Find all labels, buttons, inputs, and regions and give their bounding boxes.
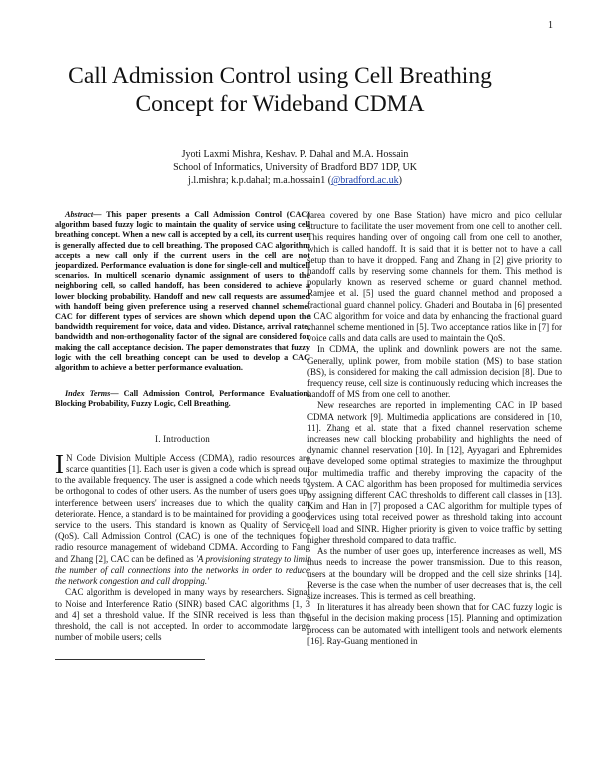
abstract-label: Abstract [65,210,94,219]
right-paragraph-5: In literatures it has already been shown that for CAC fuzzy logic is useful in the decision making process [15]. Planning and optimization process can be automated with intelligent tools and network elements [16]. Ray-Guang mentioned in [307,602,562,646]
email-suffix: ) [398,175,402,186]
intro-p1-quote: 'A provisioning strategy to limit the number of call connections into the networks in order to reduce the network congestion and call dropping.' [55,553,310,587]
intro-paragraph-2: CAC algorithm is developed in many ways by researchers. Signal to Noise and Interference Ratio (SINR) based CAC algorithms [1, 3 and 4] set a threshold value. If the SINR received is less than the threshold, the call is not accepted. In order to accommodate large number of mobile users; cells [55,587,310,643]
paper-title: Call Admission Control using Cell Breathing Concept for Wideband CDMA [68,63,492,117]
right-paragraph-1: (area covered by one Base Station) have micro and pico cellular structure to facilitate the user movement from one cell to another cell. This requires handing over of ongoing call from one cell to another, which is called handoff. It is said that it is better not to have a call setup than to have it dropped. Fang and Zhang in [2] give priority to handoff calls by reserving some channels for them. This method is popularly known as reserved scheme or guard channel method. Ramjee et al. [5] used the guard channel method and proposed a fractional guard channel policy. Ghaderi and Boutaba in [6] presented a CAC algorithm for voice and data by enhancing the fractional guard channel scheme mentioned in [5]. Two acceptance ratios like in [7] for voice calls and data calls are used to maintain the QoS. [307,210,562,344]
right-paragraph-3: New researches are reported in implementing CAC in IP based CDMA network [9]. Multimedia applications are considered in [10, 11]. Zhang et al. state that a fixed channel reservation scheme increases new call blocking probability and highlights the need of dynamic channel reservation [10]. In [12], Ayyagari and Ephremides have developed some optimal strategies to maximize the throughput for multimedia traffic and thereby improving the capacity of the system. A CAC algorithm has been proposed for multimedia services by assigning different CAC thresholds to different call classes in [13]. Kim and Han in [7] proposed a CAC algorithm for multiple types of services using total received power as threshold taking into account cell load and SINR. Higher priority is given to voice traffic by setting higher threshold compared to data traffic. [307,400,562,545]
right-paragraph-4: As the number of user goes up, interference increases as well, MS thus needs to increase the power transmission. Due to this reason, users at the boundary will be dropped and the cell size shrinks [14]. Reverse is the case when the number of user decreases that is, the cell size increases. This is termed as cell breathing. [307,546,562,601]
page-number: 1 [548,20,553,31]
author-names: Jyoti Laxmi Mishra, Keshav. P. Dahal and M.A. Hossain [181,149,409,160]
index-terms-label: Index Terms [65,389,111,399]
abstract-text: — This paper presents a Call Admission Control (CAC) algorithm based fuzzy logic to maintain the quality of service using cell breathing concept. When a new call is accepted by a cell, its current user is generally affected due to cell breathing. The proposed CAC algorithm accepts a new call only if the current users in the cell are not jeopardized. Performance evaluation is done for single-cell and multicell scenarios. In multicell scenario dynamic assignment of users to the neighboring cell, so called handoff, has been considered to achieve a lower blocking probability. Handoff and new call requests are assumed with handoff being given preference using a reserved channel scheme. CAC for different types of services are shown which depend upon the bandwidth requirement for voice, data and video. Distance, arrival rate, bandwidth and non-orthogonality factor of the signal are considered for making the call acceptance decision. The paper demonstrates that fuzzy logic with the cell breathing concept can be used to develop a CAC algorithm to achieve a better performance evaluation. [55,210,310,373]
drop-cap: I [55,448,64,479]
email-prefix: j.l.mishra; k.p.dahal; m.a.hossain1 ( [188,175,332,186]
section-heading: I. Introduction [155,433,210,444]
intro-p1-text: N Code Division Multiple Access (CDMA), radio resources are scarce quantities [1]. Each user is given a code which is spread out to the available frequency. The user is assigned a code which needs to be orthogonal to codes of other users. As the number of users goes up, interference between users' increases due to which the quality can deteriorate. Hence, a standard is to be maintained for providing a good service to the users. This standard is known as Quality of Service (QoS). Call Admission Control (CAC) is one of the techniques for radio resource management of wideband CDMA. According to Fang and Zhang [2], CAC can be defined as [55,452,310,564]
left-column [55,210,310,660]
abstract [55,210,310,373]
right-column [307,210,562,647]
index-terms-text: — Call Admission Control, Performance Evaluation, Blocking Probability, Fuzzy Logic, Cell Breathing. [55,389,310,409]
index-terms [55,389,310,409]
intro-paragraph-1 [55,448,310,587]
footnote-rule [55,659,205,660]
right-paragraph-2: In CDMA, the uplink and downlink powers are not the same. Generally, uplink power, from mobile station (MS) to base station (BS), is considered for making the call admission decision [8]. Due to frequency reuse, cell size is continuously reducing which increases the handoff of MS from one cell to another. [307,344,562,400]
email-line [120,174,470,187]
author-block [120,148,470,187]
email-link[interactable]: @bradford.ac.uk [331,175,399,186]
affiliation: School of Informatics, University of Bradford BD7 1DP, UK [173,162,417,173]
